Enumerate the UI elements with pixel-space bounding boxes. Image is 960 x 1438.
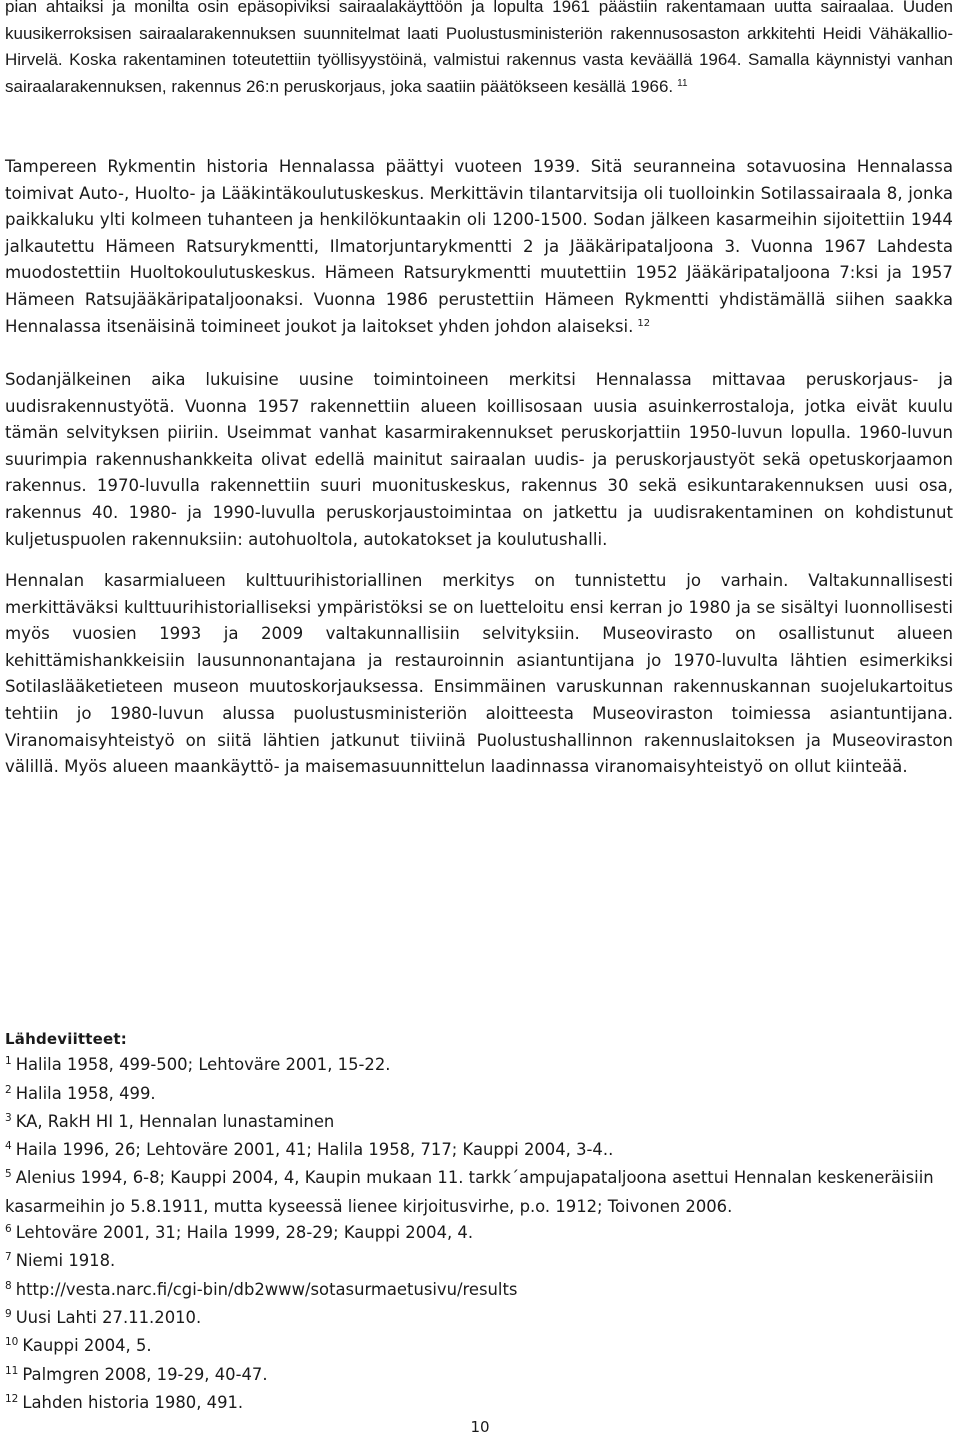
reference-item — [5, 1305, 955, 1333]
reference-number: 1 — [5, 1055, 12, 1068]
reference-text: Lahden historia 1980, 491. — [22, 1392, 244, 1412]
paragraph-text: pian ahtaiksi ja monilta osin epäsopiviksi sairaalakäyttöön ja lopulta 1961 päästiin rakentamaan uutta sairaalaa. Uuden kuusikerroksisen sairaalarakennuksen suunnitelmat laati Puolustusministeriön rakennusosaston arkkitehti Heidi Vähäkallio-Hirvelä. Koska rakentaminen toteutettiin työllisyystöinä, valmistui rakennus vasta keväällä 1964. Samalla käynnistyi vanhan sairaalarakennuksen, rakennus 26:n peruskorjaus, joka saatiin päätökseen kesällä 1966. — [5, 0, 953, 96]
reference-item — [5, 1081, 955, 1109]
reference-text: Kauppi 2004, 5. — [22, 1336, 152, 1356]
reference-item — [5, 1277, 955, 1305]
reference-item — [5, 1248, 955, 1276]
reference-text: Haila 1996, 26; Lehtoväre 2001, 41; Halila 1958, 717; Kauppi 2004, 3-4.. — [15, 1140, 614, 1160]
reference-link[interactable]: http://vesta.narc.fi/cgi-bin/db2www/sotasurmaetusivu/results — [15, 1279, 518, 1299]
reference-number: 11 — [5, 1364, 19, 1377]
reference-text: Halila 1958, 499-500; Lehtoväre 2001, 15-22. — [15, 1055, 391, 1075]
reference-item — [5, 1390, 955, 1418]
reference-number: 9 — [5, 1307, 12, 1320]
footnote-marker: 11 — [677, 77, 688, 89]
reference-number: 5 — [5, 1168, 12, 1181]
reference-text: Halila 1958, 499. — [15, 1083, 156, 1103]
reference-number: 6 — [5, 1223, 12, 1236]
reference-number: 3 — [5, 1111, 12, 1124]
reference-item — [5, 1220, 955, 1248]
reference-item — [5, 1362, 955, 1390]
reference-item — [5, 1109, 955, 1137]
reference-text: Alenius 1994, 6-8; Kauppi 2004, 4, Kaupin mukaan 11. tarkk´ampujapataljoona asettui Hennalan keskeneräisiin kasarmeihin jo 5.8.1911, mutta kyseessä lienee kirjoitusvirhe, p.o. 1912; Toivonen 2006. — [5, 1168, 934, 1216]
reference-number: 7 — [5, 1251, 12, 1264]
reference-number: 10 — [5, 1336, 19, 1349]
references-section — [5, 1026, 955, 1418]
reference-text: Niemi 1918. — [15, 1251, 116, 1271]
reference-number: 4 — [5, 1140, 12, 1153]
reference-number: 8 — [5, 1279, 12, 1292]
reference-item — [5, 1333, 955, 1361]
reference-text: Lehtoväre 2001, 31; Haila 1999, 28-29; Kauppi 2004, 4. — [15, 1223, 474, 1243]
paragraph-text: Tampereen Rykmentin historia Hennalassa päättyi vuoteen 1939. Sitä seuranneina sotavuosina Hennalassa toimivat Auto-, Huolto- ja Lääkintäkoulutuskeskus. Merkittävin tilantarvitsija oli tuolloinkin Sotilassairaala 8, jonka paikkaluku ylti kolmeen tuhanteen ja henkilökuntaakin oli 1200-1500. Sodan jälkeen kasarmeihin sijoitettiin 1944 jalkautettu Hämeen Ratsurykmentti, Ilmatorjuntarykmentti 2 ja Jääkäripataljoona 3. Vuonna 1967 Lahdesta muodostettiin Huoltokoulutuskeskus. Hämeen Ratsurykmentti muutettiin 1952 Jääkäripataljoona 7:ksi ja 1957 Hämeen Ratsujääkäripataljoonaksi. Vuonna 1986 perustettiin Hämeen Rykmentti yhdistämällä siihen saakka Hennalassa itsenäisinä toimineet joukot ja laitokset yhden johdon alaiseksi. — [5, 157, 953, 336]
reference-item — [5, 1052, 955, 1080]
body-paragraph: Hennalan kasarmialueen kulttuurihistoriallinen merkitys on tunnistettu jo varhain. Valtakunnallisesti merkittäväksi kulttuurihistorialliseksi ympäristöksi se on luetteloitu ensi kerran jo 1980 ja se sisältyi luonnollisesti myös vuosien 1993 ja 2009 valtakunnallisiin selvityksiin. Museovirasto on osallistunut alueen kehittämishankkeisiin lausunnonantajana ja restauroinnin asiantuntijana jo 1970-luvulta lähtien esimerkiksi Sotilaslääketieteen museon muutoskorjauksessa. Ensimmäinen varuskunnan rakennuskannan suojelukartoitus tehtiin jo 1980-luvun alussa puolustusministeriön aloitteesta Museoviraston toimiessa asiantuntijana. Viranomaisyhteistyö on siitä lähtien jatkunut tiiviinä Puolustushallinnon rakennuslaitoksen ja Museoviraston välillä. Myös alueen maankäyttö- ja maisemasuunnittelun laadinnassa viranomaisyhteistyö on ollut kiinteää. — [5, 571, 953, 777]
references-heading: Lähdeviitteet: — [5, 1030, 127, 1048]
reference-text: Palmgren 2008, 19-29, 40-47. — [22, 1364, 268, 1384]
page-number: 10 — [470, 1418, 490, 1436]
body-paragraph — [5, 154, 953, 340]
reference-number: 2 — [5, 1083, 12, 1096]
reference-item — [5, 1137, 955, 1165]
body-paragraph: Sodanjälkeinen aika lukuisine uusine toimintoineen merkitsi Hennalassa mittavaa peruskorjaus- ja uudisrakennustyötä. Vuonna 1957 rakennettiin alueen koillisosaan uusia asuinkerrostaloja, jotka eivät kuulu tämän selvityksen piiriin. Useimmat vanhat kasarmirakennukset peruskorjattiin 1950-luvun lopulla. 1960-luvun suurimpia rakennushankkeita olivat edellä mainitut sairaalan uudis- ja peruskorjaustyöt sekä opetuskorjaamon rakennus. 1970-luvulla rakennettiin suuri muonituskeskus, rakennus 30 sekä esikuntarakennuksen uusi osa, rakennus 40. 1980- ja 1990-luvulla peruskorjaustoimintaa on jatkettu ja uudisrakentaminen on kohdistunut kuljetuspuolen rakennuksiin: autohuoltola, autokatokset ja koulutushalli. — [5, 370, 953, 549]
body-paragraph — [5, 0, 953, 100]
reference-number: 12 — [5, 1392, 19, 1405]
reference-item — [5, 1165, 955, 1220]
reference-text: Uusi Lahti 27.11.2010. — [15, 1307, 202, 1327]
reference-text: KA, RakH HI 1, Hennalan lunastaminen — [15, 1111, 335, 1131]
footnote-marker: 12 — [637, 317, 651, 329]
